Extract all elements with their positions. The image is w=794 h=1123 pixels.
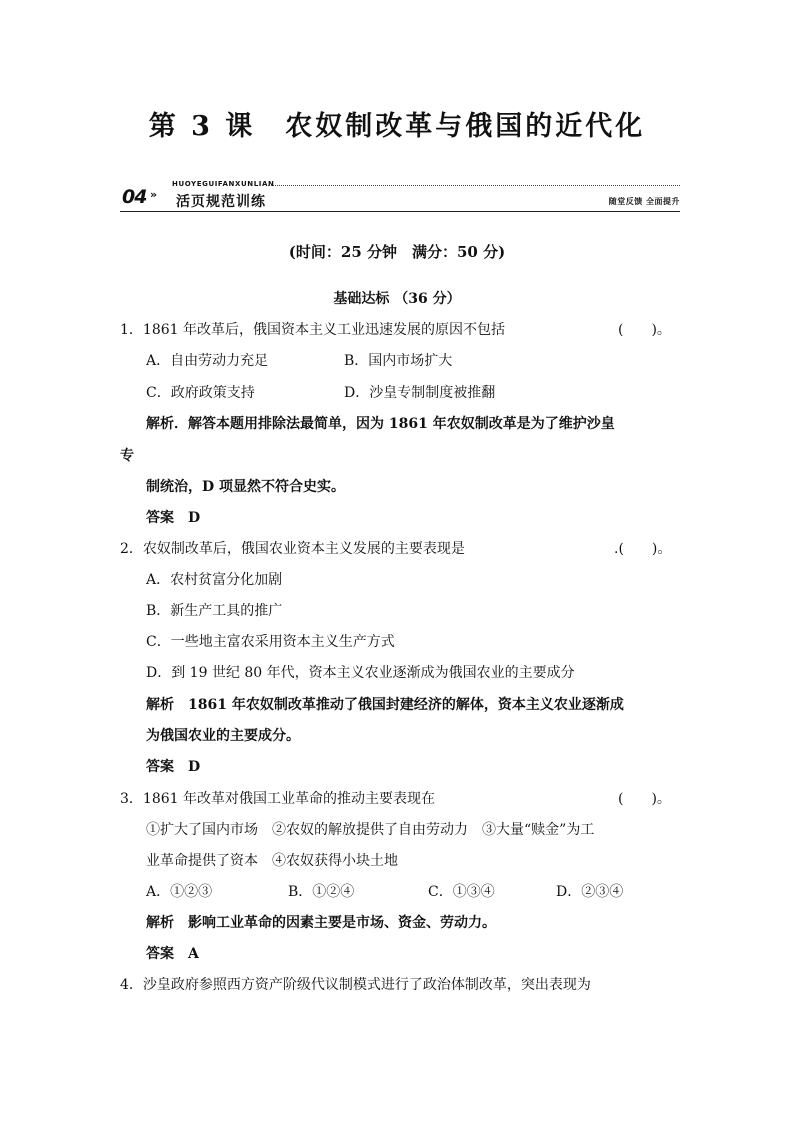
q3-option-a: A．①②③ [146,884,213,900]
q4-stem: 4．沙皇政府参照西方资产阶级代议制模式进行了政治体制改革，突出表现为 [120,977,591,993]
page-title: 第 3 课 农奴制改革与俄国的近代化 [148,111,646,142]
q1-option-d: D．沙皇专制制度被推翻 [344,385,496,401]
banner-rule [120,211,680,212]
double-chevron-icon: » [150,188,158,201]
q3-items-cont: 业革命提供了资本 ④农奴获得小块土地 [146,853,398,869]
section-heading: 基础达标 （36 分） [333,291,461,307]
banner-slogan: 随堂反馈 全面提升 [608,197,680,206]
banner-title: 活页规范训练 [176,194,266,210]
q3-option-c: C．①③④ [428,884,495,900]
q1-option-c: C．政府政策支持 [146,385,255,401]
q3-answer: 答案 A [146,946,199,962]
q2-answer-blank: .( )。 [614,541,672,557]
time-limit: (时间：25 分钟 满分：50 分) [288,243,506,261]
q2-analysis-cont: 为俄国农业的主要成分。 [146,728,300,744]
q3-analysis: 解析 影响工业革命的因素主要是市场、资金、劳动力。 [146,915,496,931]
section-banner [120,180,680,214]
banner-number: 04 [122,186,147,208]
q2-stem: 2．农奴制改革后，俄国农业资本主义发展的主要表现是 [120,541,465,557]
q1-analysis: 解析．解答本题用排除法最简单，因为 1861 年农奴制改革是为了维护沙皇 [146,416,615,432]
q2-option-b: B．新生产工具的推广 [146,603,283,619]
banner-pinyin: HUOYEGUIFANXUNLIAN [172,180,275,188]
q2-answer: 答案 D [146,759,201,775]
q3-answer-blank: ( )。 [618,791,671,807]
q3-option-b: B．①②④ [288,884,355,900]
q1-analysis-wrap: 专 [120,448,134,464]
q2-option-d: D．到 19 世纪 80 年代，资本主义农业逐渐成为俄国农业的主要成分 [146,665,575,681]
q1-answer: 答案 D [146,510,201,526]
q1-option-a: A．自由劳动力充足 [146,353,269,369]
q1-answer-blank: ( )。 [618,322,671,338]
q3-option-d: D．②③④ [556,884,624,900]
banner-dotted-rule [268,185,680,186]
q2-analysis: 解析 1861 年农奴制改革推动了俄国封建经济的解体，资本主义农业逐渐成 [146,697,624,713]
q1-analysis-cont: 制统治，D 项显然不符合史实。 [146,479,346,495]
q1-option-b: B．国内市场扩大 [344,353,453,369]
q3-stem: 3．1861 年改革对俄国工业革命的推动主要表现在 [120,791,435,807]
q1-stem: 1．1861 年改革后，俄国资本主义工业迅速发展的原因不包括 [120,322,505,338]
q2-option-c: C．一些地主富农采用资本主义生产方式 [146,634,395,650]
q2-option-a: A．农村贫富分化加剧 [146,572,283,588]
q3-items: ①扩大了国内市场 ②农奴的解放提供了自由劳动力 ③大量“赎金”为工 [146,822,595,838]
